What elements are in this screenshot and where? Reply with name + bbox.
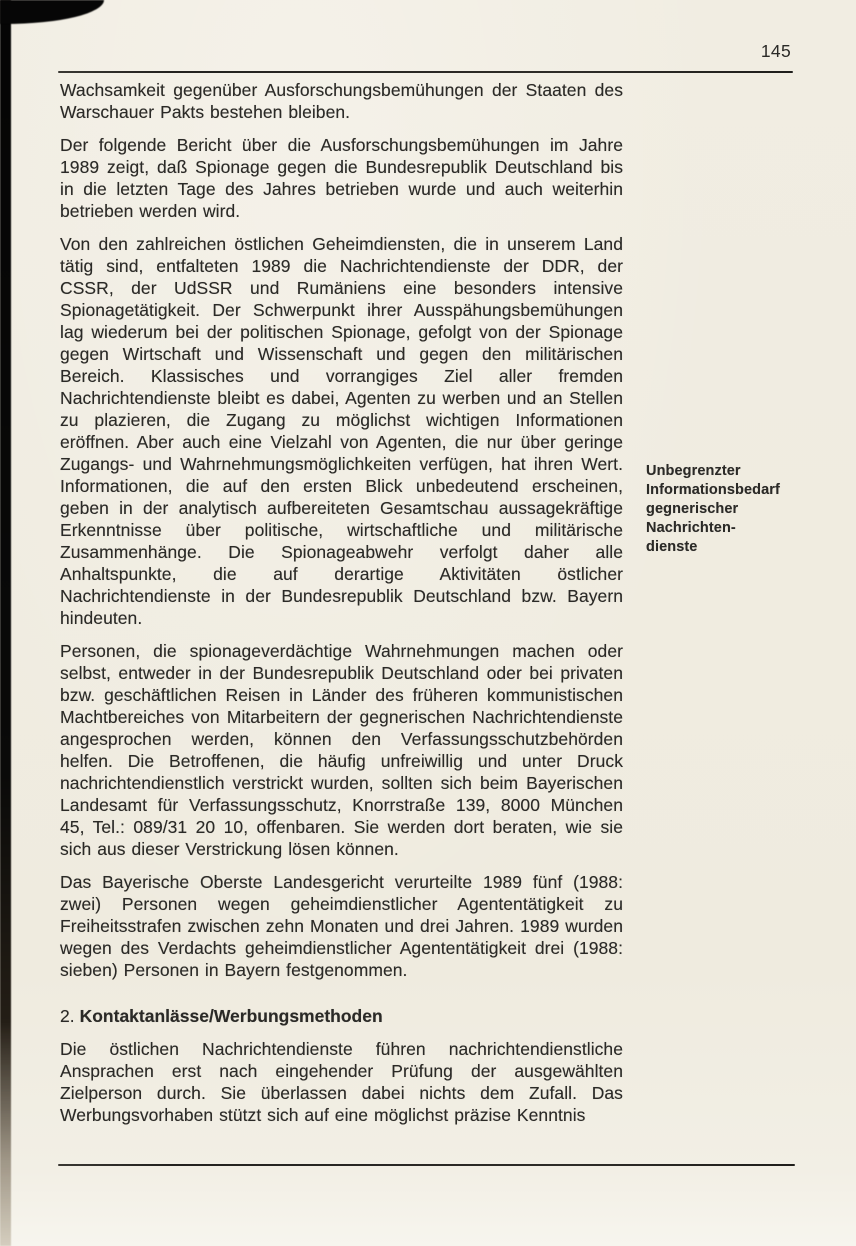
margin-note-line: Unbegrenzter [646,463,741,479]
section-number: 2. [60,1006,75,1026]
section-heading [60,1005,623,1027]
scan-corner-artifact [0,0,104,24]
margin-note [646,462,816,557]
body-paragraph: Von den zahlreichen östlichen Geheimdiensten, die in unserem Land tätig sind, entfalteten 1989 die Nachrichtendienste der DDR, der CSSR, der UdSSR und Rumäniens eine besonders intensive Spionagetätigkeit. Der Schwerpunkt ihrer Ausspähungsbemühungen lag wiederum bei der politischen Spionage, gefolgt von der Spionage gegen Wirtschaft und Wissenschaft und gegen den militärischen Bereich. Klassisches und vorrangiges Ziel aller fremden Nachrichtendienste bleibt es dabei, Agenten zu werben und an Stellen zu plazieren, die Zugang zu möglichst wichtigen Informationen eröffnen. Aber auch eine Vielzahl von Agenten, die nur über geringe Zugangs- und Wahrnehmungsmöglichkeiten verfügen, hat ihren Wert. Informationen, die auf den ersten Blick unbedeutend erscheinen, geben in der analytisch aufbereiteten Gesamtschau aussagekräftige Erkenntnisse über politische, wirtschaftliche und militärische Zusammenhänge. Die Spionageabwehr verfolgt daher alle Anhaltspunkte, die auf derartige Aktivitäten östlicher Nachrichtendienste in der Bundesrepublik Deutschland bzw. Bayern hindeuten. [60,234,623,628]
body-paragraph: Das Bayerische Oberste Landesgericht verurteilte 1989 fünf (1988: zwei) Personen wegen geheimdienstlicher Agententätigkeit zu Freiheitsstrafen zwischen zehn Monaten und drei Jahren. 1989 wurden wegen des Verdachts geheimdienstlicher Agententätigkeit drei (1988: sieben) Personen in Bayern festgenommen. [60,872,623,980]
body-paragraph: Die östlichen Nachrichtendienste führen nachrichtendienstliche Ansprachen erst nach eingehender Prüfung der ausgewählten Zielperson durch. Sie überlassen dabei nichts dem Zufall. Das Werbungsvorhaben stützt sich auf eine möglichst präzise Kenntnis [60,1039,623,1125]
margin-note-line: gegnerischer [646,501,739,517]
body-text-column [60,79,623,1137]
footer-rule [58,1164,795,1166]
section-title: Kontaktanlässe/Werbungsmethoden [79,1006,383,1026]
scan-edge-artifact [0,0,11,1246]
margin-note-line: Informationsbedarf [646,482,780,498]
header-rule [58,71,793,73]
page-number: 145 [760,41,791,61]
body-paragraph: Personen, die spionageverdächtige Wahrnehmungen machen oder selbst, entweder in der Bundesrepublik Deutschland oder bei privaten bzw. geschäftlichen Reisen in Länder des früheren kommunistischen Machtbereiches von Mitarbeitern der gegnerischen Nachrichtendienste angesprochen werden, können den Verfassungsschutzbehörden helfen. Die Betroffenen, die häufig unfreiwillig und unter Druck nachrichtendienstlich verstrickt wurden, sollten sich beim Bayerischen Landesamt für Verfassungsschutz, Knorrstraße 139, 8000 München 45, Tel.: 089/31 20 10, offenbaren. Sie werden dort beraten, wie sie sich aus dieser Verstrickung lösen können. [60,641,623,859]
page-header [58,40,793,73]
margin-note-line: dienste [646,539,698,555]
margin-note-line: Nachrichten- [646,520,736,536]
body-paragraph: Der folgende Bericht über die Ausforschungsbemühungen im Jahre 1989 zeigt, daß Spionage gegen die Bundesrepublik Deutschland bis in die letzten Tage des Jahres betrieben wurde und auch weiterhin betrieben werden wird. [60,135,623,221]
body-paragraph: Wachsamkeit gegenüber Ausforschungsbemühungen der Staaten des Warschauer Pakts bestehen bleiben. [60,80,623,122]
